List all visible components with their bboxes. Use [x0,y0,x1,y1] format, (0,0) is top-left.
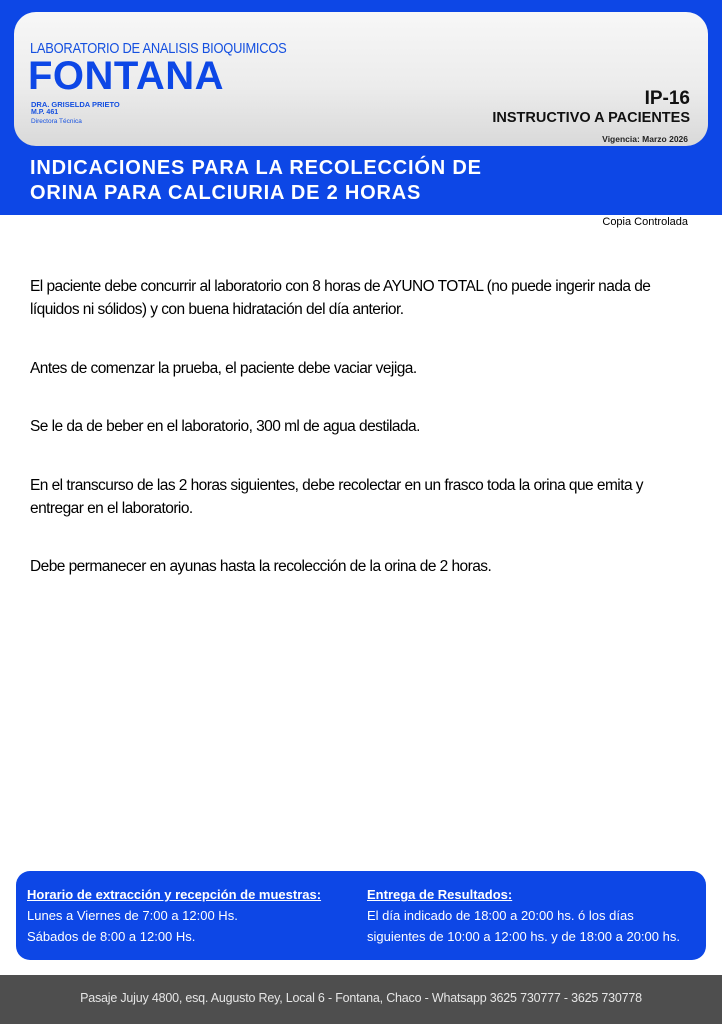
instruction-paragraph: El paciente debe concurrir al laboratorio con 8 horas de AYUNO TOTAL (no puede ingerir nada de líquidos ni sólidos) y con buena hidratación del día anterior. [30,278,651,318]
director-license: M.P. 461 [31,109,59,116]
validity-date: Vigencia: Marzo 2026 [602,134,688,144]
page-title [30,156,690,206]
document-type: INSTRUCTIVO A PACIENTES [492,110,690,126]
document-code: IP-16 [644,88,690,109]
page-title-line: ORINA PARA CALCIURIA DE 2 HORAS [30,182,422,204]
page-title-line: INDICACIONES PARA LA RECOLECCIÓN DE [30,157,482,179]
lab-name: LABORATORIO DE ANALISIS BIOQUIMICOS [30,40,287,57]
sample-hours-line: Sábados de 8:00 a 12:00 Hs. [27,929,196,944]
hours-info-box [16,871,706,960]
instruction-paragraph: Debe permanecer en ayunas hasta la recolección de la orina de 2 horas. [30,558,492,575]
results-title: Entrega de Resultados: [367,887,513,902]
footer-bar [0,975,722,1024]
instruction-paragraph: En el transcurso de las 2 horas siguientes, debe recolectar en un frasco toda la orina que emita y entregar en el laboratorio. [30,477,643,517]
director-name: DRA. GRISELDA PRIETO [31,100,120,109]
sample-hours-title: Horario de extracción y recepción de muestras: [27,887,322,902]
footer-contact: Pasaje Jujuy 4800, esq. Augusto Rey, Local 6 - Fontana, Chaco - Whatsapp 3625 730777 - 3625 730778 [80,991,642,1005]
sample-hours-line: Lunes a Viernes de 7:00 a 12:00 Hs. [27,908,238,923]
results-line: El día indicado de 18:00 a 20:00 hs. ó los días [367,908,634,923]
instruction-paragraph: Antes de comenzar la prueba, el paciente debe vaciar vejiga. [30,360,417,377]
results-section [367,884,680,947]
header-card [14,12,708,146]
director-role: Directora Técnica [31,118,82,125]
sample-hours-section [27,884,321,947]
instruction-paragraph: Se le da de beber en el laboratorio, 300 ml de agua destilada. [30,418,420,435]
results-line: siguientes de 10:00 a 12:00 hs. y de 18:00 a 20:00 hs. [367,929,680,944]
controlled-copy-label: Copia Controlada [602,216,688,228]
brand-logo-text: FONTANA [28,54,225,98]
